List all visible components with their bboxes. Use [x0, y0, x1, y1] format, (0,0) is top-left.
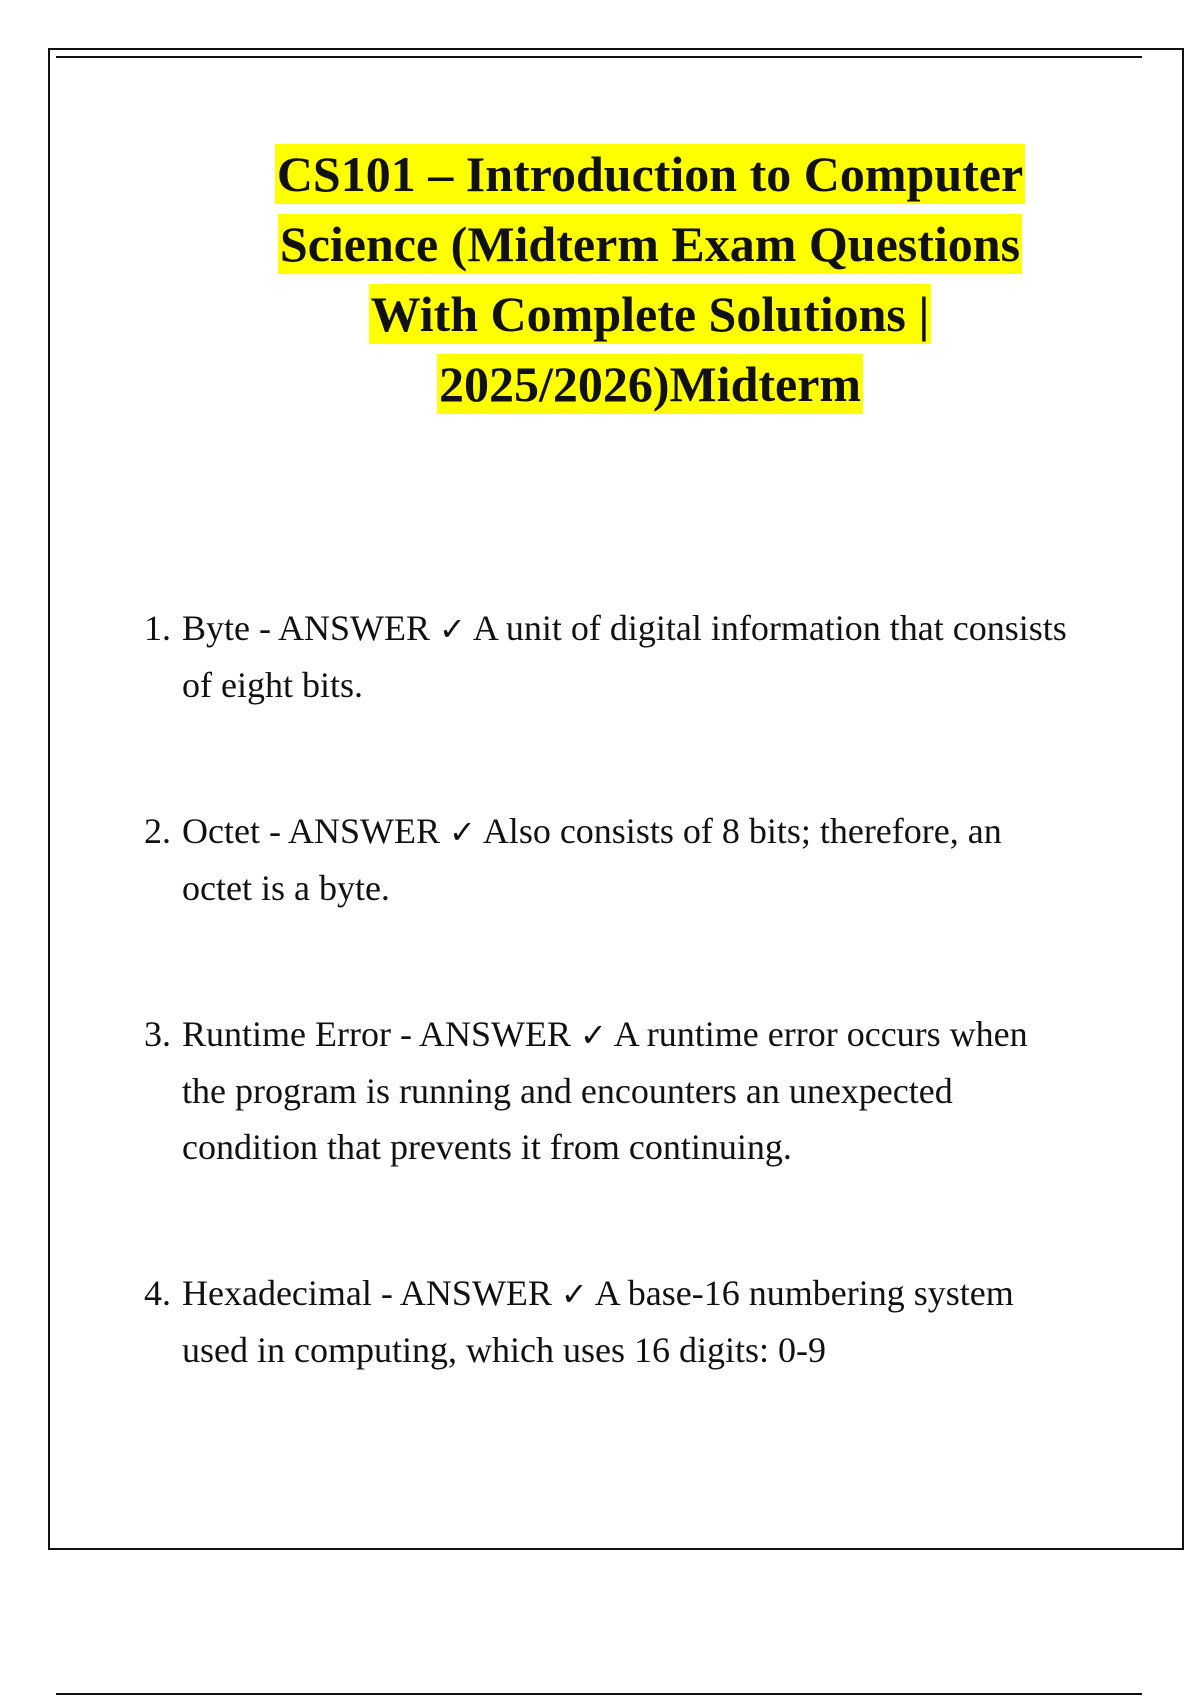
question-number: 3. [144, 1014, 171, 1054]
question-answer: A runtime error occurs when the program is running and encounters an unexpected condition that prevents it from continuing. [182, 1014, 1028, 1167]
question-number: 1. [144, 608, 171, 648]
question-item: 3. Runtime Error - ANSWER ✓ A runtime error occurs when the program is running and encounters an unexpected condition that prevents it from continuing. [140, 1006, 1080, 1175]
title-line: With Complete Solutions | [370, 286, 930, 342]
title-line: 2025/2026)Midterm [438, 356, 862, 412]
question-answer: Also consists of 8 bits; therefore, an octet is a byte. [182, 811, 1002, 908]
question-list [140, 600, 1080, 1468]
title-line: CS101 – Introduction to Computer [276, 146, 1024, 202]
bottom-rule [56, 1693, 1142, 1695]
question-answer: A base-16 numbering system used in computing, which uses 16 digits: 0-9 [182, 1273, 1014, 1370]
question-term: Octet [182, 811, 260, 851]
question-item: 4. Hexadecimal - ANSWER ✓ A base-16 numbering system used in computing, which uses 16 digits: 0-9 [140, 1265, 1080, 1378]
checkmark-icon: ✓ [579, 1016, 607, 1054]
answer-label: ANSWER [418, 1014, 571, 1054]
question-item: 2. Octet - ANSWER ✓ Also consists of 8 bits; therefore, an octet is a byte. [140, 803, 1080, 916]
question-number: 2. [144, 811, 171, 851]
checkmark-icon: ✓ [560, 1275, 588, 1313]
top-rule [56, 56, 1142, 58]
title-line: Science (Midterm Exam Questions [279, 216, 1021, 272]
question-term: Byte [182, 608, 250, 648]
question-term: Runtime Error [182, 1014, 391, 1054]
answer-label: ANSWER [399, 1273, 552, 1313]
question-term: Hexadecimal [182, 1273, 372, 1313]
question-answer: A unit of digital information that consists of eight bits. [182, 608, 1067, 705]
question-item: 1. Byte - ANSWER ✓ A unit of digital information that consists of eight bits. [140, 600, 1080, 713]
checkmark-icon: ✓ [448, 813, 476, 851]
answer-label: ANSWER [278, 608, 431, 648]
answer-label: ANSWER [287, 811, 440, 851]
checkmark-icon: ✓ [439, 610, 466, 648]
document-title [250, 144, 1050, 424]
question-number: 4. [144, 1273, 171, 1313]
